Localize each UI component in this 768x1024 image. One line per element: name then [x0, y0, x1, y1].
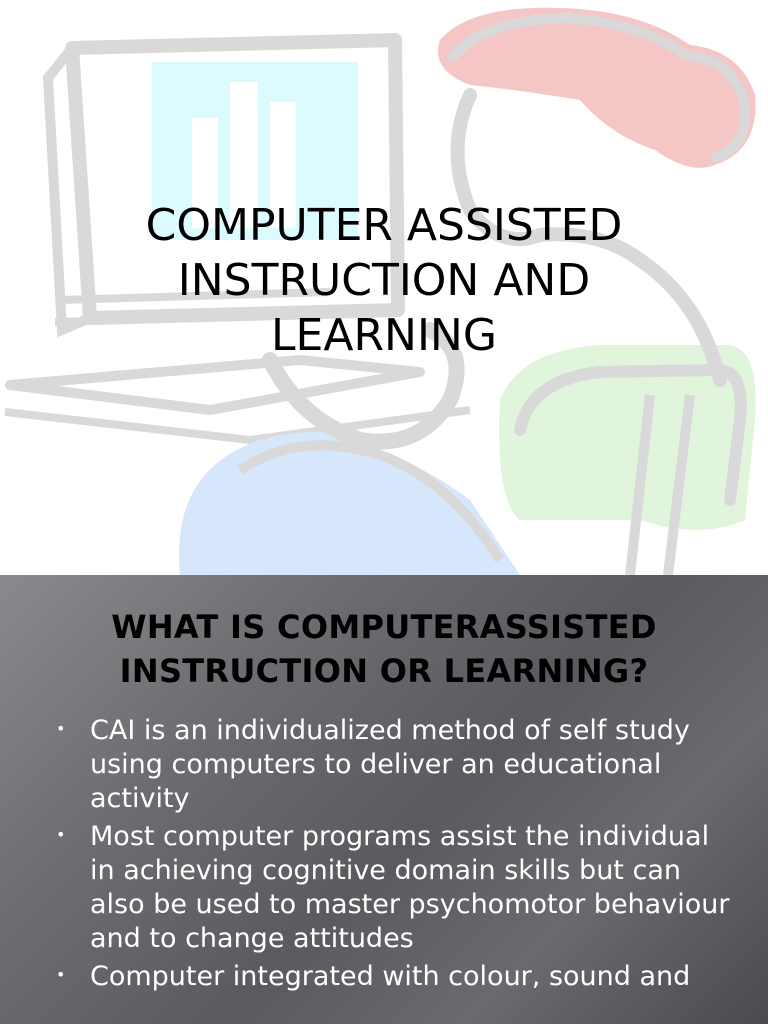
- bullet-list: [56, 714, 736, 998]
- title-line-1: COMPUTER ASSISTED: [145, 200, 623, 251]
- bullet-item: [56, 960, 736, 994]
- keyboard-outline: [10, 360, 420, 410]
- title-line-3: LEARNING: [271, 310, 497, 361]
- title-line-2: INSTRUCTION AND: [177, 255, 591, 306]
- bullet-text: Most computer programs assist the individual in achieving cognitive domain skills but can also be used to master psychomotor behaviour and to change attitudes: [90, 821, 730, 954]
- content-title-line-2: INSTRUCTION OR LEARNING?: [119, 652, 649, 690]
- bullet-text: Computer integrated with colour, sound and: [90, 961, 691, 992]
- content-title-line-1: WHAT IS COMPUTERASSISTED: [111, 608, 657, 646]
- bullet-item: [56, 714, 736, 816]
- content-slide: [0, 575, 768, 1024]
- slide-title: [84, 198, 684, 363]
- content-slide-title: [40, 605, 728, 693]
- shirt-shape: [179, 432, 520, 575]
- bullet-text: CAI is an individualized method of self study using computers to deliver an educational activity: [90, 715, 690, 814]
- bullet-icon: •: [56, 719, 66, 738]
- bullet-icon: •: [56, 825, 66, 844]
- bullet-icon: •: [56, 965, 66, 984]
- bullet-item: [56, 820, 736, 956]
